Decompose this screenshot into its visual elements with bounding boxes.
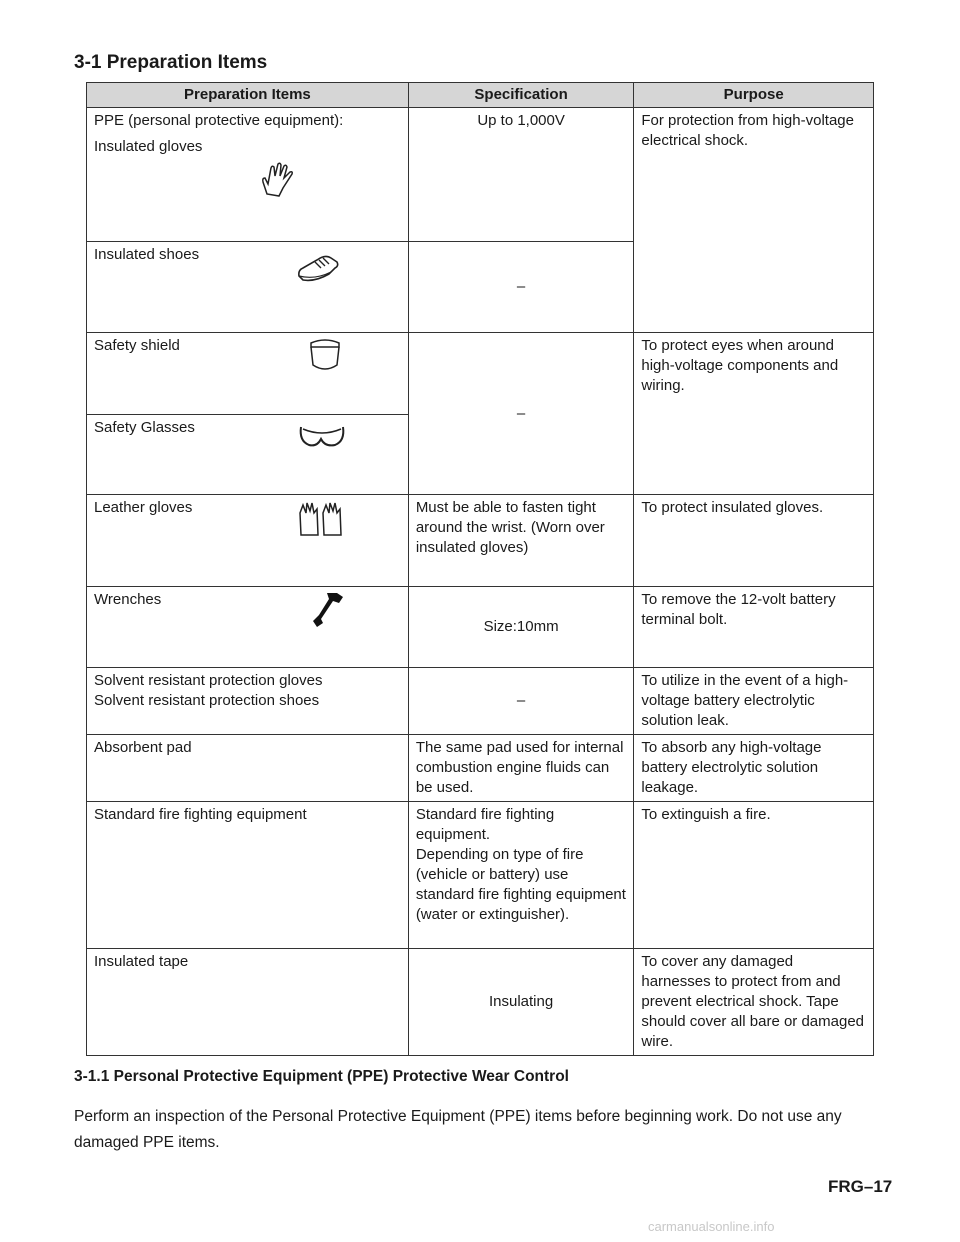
header-specification: Specification — [408, 83, 634, 108]
purpose-cell: To protect insulated gloves. — [634, 495, 874, 587]
item-cell: Standard fire fighting equipment — [87, 802, 409, 949]
table-header-row — [87, 83, 874, 108]
table-row — [87, 735, 874, 802]
table-row — [87, 587, 874, 668]
spec-cell — [408, 802, 634, 949]
purpose-cell: To absorb any high-voltage battery electrolytic solution leakage. — [634, 735, 874, 802]
table-row — [87, 668, 874, 735]
subsection-title: 3-1.1 Personal Protective Equipment (PPE) Protective Wear Control — [74, 1068, 569, 1085]
spec-cell: – — [408, 333, 634, 495]
spec-cell: Size:10mm — [408, 587, 634, 668]
shoe-icon — [295, 252, 341, 284]
item-cell — [87, 668, 409, 735]
spec-fire-line2: Depending on type of fire (vehicle or battery) use standard fire fighting equipment (water or extinguisher). — [415, 846, 626, 923]
purpose-electrical: For protection from high-voltage electrical shock. — [634, 108, 874, 333]
item-insulated-gloves: Insulated gloves — [94, 138, 203, 155]
spec-cell: Must be able to fasten tight around the wrist. (Worn over insulated gloves) — [408, 495, 634, 587]
table-row — [87, 495, 874, 587]
item-solvent-shoes: Solvent resistant protection shoes — [94, 692, 320, 709]
body-paragraph: Perform an inspection of the Personal Protective Equipment (PPE) items before beginning work. Do not use any damaged PPE items. — [74, 1108, 842, 1151]
item-cell — [87, 242, 409, 333]
item-cell — [87, 495, 409, 587]
spec-cell: Insulating — [408, 949, 634, 1056]
spec-cell: – — [408, 668, 634, 735]
item-leather-gloves: Leather gloves — [94, 499, 193, 516]
item-safety-shield: Safety shield — [94, 337, 180, 354]
spec-fire-line1: Standard fire fighting equipment. — [415, 806, 555, 843]
table-row — [87, 802, 874, 949]
purpose-eyes: To protect eyes when around high-voltage components and wiring. — [634, 333, 874, 495]
item-cell — [87, 333, 409, 415]
preparation-items-table — [86, 82, 874, 1056]
item-insulated-shoes: Insulated shoes — [94, 246, 200, 263]
header-preparation-items: Preparation Items — [87, 83, 409, 108]
purpose-cell: To remove the 12-volt battery terminal bolt. — [634, 587, 874, 668]
item-cell — [87, 587, 409, 668]
item-cell: Absorbent pad — [87, 735, 409, 802]
page-number: FRG–17 — [828, 1177, 893, 1196]
item-cell — [87, 108, 409, 242]
purpose-cell: To cover any damaged harnesses to protect from and prevent electrical shock. Tape should cover all bare or damaged wire. — [634, 949, 874, 1056]
purpose-cell: To extinguish a fire. — [634, 802, 874, 949]
wrench-icon — [307, 589, 347, 629]
table-row — [87, 949, 874, 1056]
leather-gloves-icon — [297, 499, 345, 541]
spec-cell: Up to 1,000V — [408, 108, 634, 242]
item-cell — [87, 415, 409, 495]
face-shield-icon — [305, 335, 345, 375]
watermark: carmanualsonline.info — [648, 1219, 775, 1234]
glove-icon — [257, 160, 297, 200]
item-safety-glasses: Safety Glasses — [94, 419, 195, 436]
item-wrenches: Wrenches — [94, 591, 162, 608]
safety-glasses-icon — [297, 421, 347, 457]
ppe-intro: PPE (personal protective equipment): — [94, 112, 344, 129]
purpose-cell: To utilize in the event of a high-voltage battery electrolytic solution leak. — [634, 668, 874, 735]
spec-cell: – — [408, 242, 634, 333]
section-title: 3-1 Preparation Items — [74, 52, 268, 73]
item-cell: Insulated tape — [87, 949, 409, 1056]
spec-cell: The same pad used for internal combustion engine fluids can be used. — [408, 735, 634, 802]
header-purpose: Purpose — [634, 83, 874, 108]
item-solvent-gloves: Solvent resistant protection gloves — [94, 672, 323, 689]
table-row — [87, 108, 874, 242]
table-row — [87, 333, 874, 415]
